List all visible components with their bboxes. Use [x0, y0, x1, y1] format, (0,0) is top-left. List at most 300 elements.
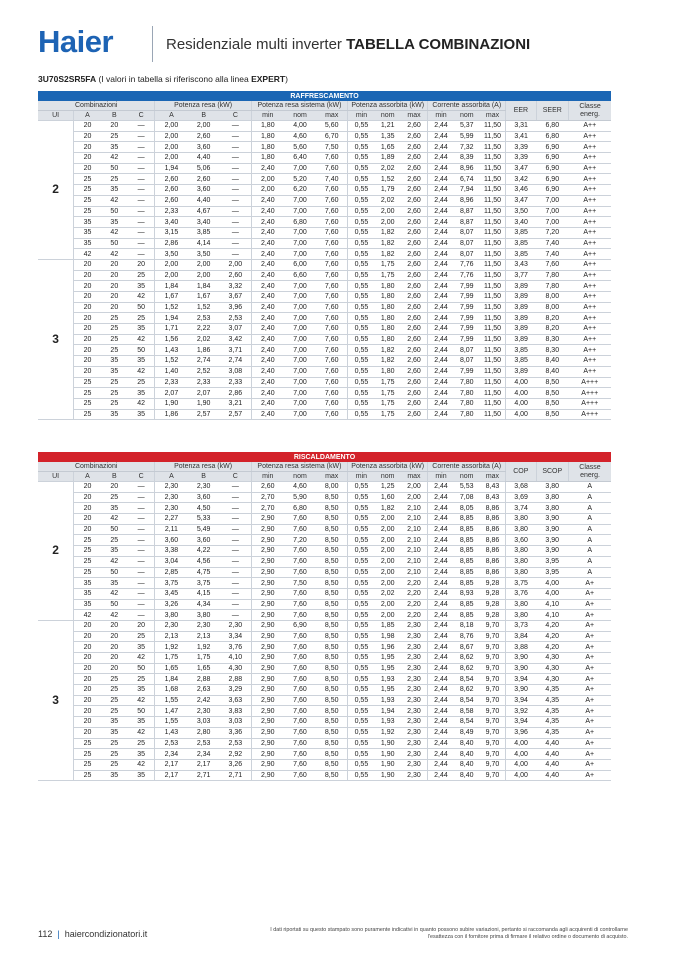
table-cell: 1,52	[375, 174, 401, 185]
table-cell: 2,30	[401, 631, 428, 642]
table-cell: 3,90	[536, 514, 568, 525]
table-cell: A++	[569, 174, 611, 185]
table-cell: 0,55	[348, 749, 375, 760]
table-cell: 2,60	[401, 281, 428, 292]
table-cell: 2,44	[428, 535, 454, 546]
table-cell: 25	[101, 749, 128, 760]
table-cell: 20	[74, 324, 101, 335]
table-cell: 2,44	[428, 227, 454, 238]
table-cell: 9,70	[480, 674, 506, 685]
table-cell: 8,50	[316, 599, 347, 610]
table-cell: 6,80	[536, 121, 568, 132]
table-cell: 2,44	[428, 717, 454, 728]
table-cell: 9,70	[480, 685, 506, 696]
page-title	[166, 36, 530, 54]
table-cell: 2,10	[401, 546, 428, 557]
table-cell: 3,77	[506, 270, 536, 281]
table-cell: 9,28	[480, 578, 506, 589]
table-cell: 7,99	[454, 313, 480, 324]
table-cell: 9,70	[480, 749, 506, 760]
table-cell: 2,40	[251, 259, 283, 270]
table-cell: 3,04	[155, 556, 187, 567]
table-cell: 7,60	[284, 663, 316, 674]
table-cell: 25	[128, 674, 155, 685]
table-cell: 3,85	[187, 227, 219, 238]
table-cell: —	[220, 503, 251, 514]
model-line	[38, 74, 288, 84]
table-cell: 20	[74, 131, 101, 142]
table-cell: 35	[128, 281, 155, 292]
table-cell: A++	[569, 227, 611, 238]
table-cell: 8,00	[536, 302, 568, 313]
table-cell: 2,00	[187, 259, 219, 270]
table-cell: 1,80	[375, 302, 401, 313]
table-cell: 2,00	[155, 142, 187, 153]
table-cell: 50	[101, 524, 128, 535]
table-cell: 20	[128, 620, 155, 631]
table-cell: 8,93	[454, 588, 480, 599]
table-cell: 11,50	[480, 217, 506, 228]
table-cell: —	[128, 514, 155, 525]
table-cell: 6,90	[536, 185, 568, 196]
table-cell: 2,44	[428, 599, 454, 610]
table-cell: 0,55	[348, 588, 375, 599]
table-cell: 20	[74, 153, 101, 164]
table-cell: 20	[74, 492, 101, 503]
table-row	[38, 578, 611, 589]
table-cell: 2,40	[251, 356, 283, 367]
table-cell: 7,80	[536, 270, 568, 281]
table-cell: 7,00	[284, 227, 316, 238]
table-cell: 25	[74, 546, 101, 557]
header-capacity: Potenza resa (kW)	[155, 101, 251, 111]
table-cell: 2,92	[220, 749, 251, 760]
table-cell: 1,68	[155, 685, 187, 696]
table-cell: 2,44	[428, 388, 454, 399]
table-cell: 50	[101, 238, 128, 249]
table-cell: 2,44	[428, 270, 454, 281]
table-cell: 4,00	[536, 588, 568, 599]
table-cell: 1,93	[375, 717, 401, 728]
table-cell: A	[568, 514, 611, 525]
website-link[interactable]: haiercondizionatori.it	[64, 929, 148, 939]
table-cell: 4,00	[506, 759, 536, 770]
indoor-units-count: 3	[38, 259, 74, 419]
table-cell: 3,39	[506, 142, 536, 153]
table-cell: 0,55	[348, 409, 375, 420]
table-cell: 42	[101, 514, 128, 525]
table-cell: 7,60	[536, 259, 568, 270]
table-cell: 7,20	[284, 535, 316, 546]
table-cell: 25	[74, 409, 101, 420]
page-number: 112	[38, 929, 53, 939]
table-cell: 3,94	[506, 695, 536, 706]
table-row	[38, 599, 611, 610]
header-efficiency: COP	[506, 462, 536, 482]
table-cell: A+	[568, 749, 611, 760]
table-cell: 20	[101, 620, 128, 631]
table-cell: 7,60	[316, 206, 347, 217]
table-cell: 0,55	[348, 492, 375, 503]
table-cell: A+++	[569, 409, 611, 420]
table-cell: 2,30	[401, 759, 428, 770]
table-cell: 20	[74, 270, 101, 281]
table-cell: 3,80	[187, 610, 219, 621]
table-cell: 2,30	[155, 492, 187, 503]
table-cell: 35	[128, 685, 155, 696]
table-cell: 3,80	[536, 492, 568, 503]
table-cell: 3,75	[187, 578, 219, 589]
table-cell: 4,40	[536, 759, 568, 770]
table-cell: —	[128, 217, 155, 228]
table-cell: 20	[74, 259, 101, 270]
table-cell: —	[128, 249, 155, 260]
table-cell: 0,55	[348, 482, 375, 493]
table-cell: 8,50	[536, 409, 568, 420]
table-cell: —	[128, 131, 155, 142]
table-cell: 3,76	[220, 642, 251, 653]
table-cell: 3,90	[506, 663, 536, 674]
table-cell: 1,71	[155, 324, 187, 335]
table-cell: 7,99	[454, 324, 480, 335]
table-cell: 8,20	[536, 324, 568, 335]
table-cell: 2,30	[187, 620, 219, 631]
table-row	[38, 706, 611, 717]
table-cell: A++	[569, 366, 611, 377]
table-cell: 7,60	[284, 749, 316, 760]
table-cell: A++	[569, 292, 611, 303]
table-cell: —	[220, 195, 251, 206]
table-cell: 2,53	[187, 738, 219, 749]
table-cell: 7,32	[454, 142, 480, 153]
table-cell: —	[128, 174, 155, 185]
table-cell: 11,50	[480, 345, 506, 356]
table-cell: 2,44	[428, 174, 454, 185]
section-title: RAFFRESCAMENTO	[38, 91, 611, 101]
table-cell: 2,60	[401, 238, 428, 249]
table-cell: A++	[569, 302, 611, 313]
header-unit-b: B	[101, 111, 128, 121]
table-cell: 8,50	[316, 642, 347, 653]
table-row	[38, 121, 611, 132]
table-cell: 1,90	[155, 398, 187, 409]
table-cell: 1,60	[375, 492, 401, 503]
table-cell: 5,99	[454, 131, 480, 142]
table-cell: 25	[74, 388, 101, 399]
table-cell: 2,60	[401, 292, 428, 303]
table-cell: 3,90	[536, 524, 568, 535]
header-unit-c: C	[128, 472, 155, 482]
table-cell: 20	[74, 142, 101, 153]
table-cell: 2,53	[187, 313, 219, 324]
table-cell: 11,50	[480, 238, 506, 249]
table-row	[38, 514, 611, 525]
table-cell: 4,10	[536, 599, 568, 610]
table-cell: 3,69	[506, 492, 536, 503]
table-cell: 25	[128, 738, 155, 749]
table-cell: 2,53	[220, 313, 251, 324]
table-cell: 3,94	[506, 674, 536, 685]
table-cell: 2,40	[251, 238, 283, 249]
table-row	[38, 131, 611, 142]
table-cell: 8,07	[454, 356, 480, 367]
table-cell: 1,75	[375, 270, 401, 281]
model-note: (I valori in tabella si riferiscono alla linea	[96, 74, 252, 84]
table-cell: 6,90	[536, 174, 568, 185]
table-cell: 2,20	[401, 588, 428, 599]
table-cell: —	[220, 142, 251, 153]
table-cell: 5,20	[284, 174, 316, 185]
table-cell: 2,85	[155, 567, 187, 578]
table-cell: 2,10	[401, 503, 428, 514]
table-cell: 8,40	[454, 770, 480, 781]
table-cell: 6,80	[284, 503, 316, 514]
table-cell: 7,00	[284, 238, 316, 249]
table-cell: 2,27	[155, 514, 187, 525]
table-cell: 7,00	[284, 366, 316, 377]
table-cell: 2,90	[251, 631, 283, 642]
table-cell: 7,40	[536, 238, 568, 249]
table-cell: 20	[101, 259, 128, 270]
table-cell: 2,44	[428, 238, 454, 249]
cooling-table	[38, 91, 611, 420]
table-cell: 2,44	[428, 620, 454, 631]
table-cell: A	[568, 503, 611, 514]
table-cell: 4,35	[536, 727, 568, 738]
table-cell: —	[220, 163, 251, 174]
table-cell: 8,50	[316, 749, 347, 760]
table-row	[38, 492, 611, 503]
table-cell: 7,50	[316, 142, 347, 153]
table-cell: 2,44	[428, 578, 454, 589]
table-cell: 35	[74, 578, 101, 589]
table-cell: 20	[74, 292, 101, 303]
table-cell: 6,70	[316, 131, 347, 142]
table-cell: —	[220, 249, 251, 260]
table-cell: A++	[569, 259, 611, 270]
table-cell: 3,83	[220, 706, 251, 717]
table-cell: 0,55	[348, 185, 375, 196]
table-cell: 1,75	[375, 398, 401, 409]
table-cell: 2,33	[155, 206, 187, 217]
table-cell: 20	[74, 685, 101, 696]
table-cell: 2,70	[251, 492, 283, 503]
table-cell: 7,76	[454, 270, 480, 281]
table-cell: 25	[101, 334, 128, 345]
table-cell: 2,44	[428, 524, 454, 535]
table-cell: 0,55	[348, 292, 375, 303]
table-cell: 1,95	[375, 685, 401, 696]
table-cell: 2,60	[401, 366, 428, 377]
table-cell: 1,90	[375, 738, 401, 749]
table-cell: A++	[569, 334, 611, 345]
table-cell: 7,08	[454, 492, 480, 503]
table-cell: 4,35	[536, 695, 568, 706]
table-cell: 2,00	[220, 259, 251, 270]
table-cell: 2,20	[401, 599, 428, 610]
table-cell: 2,44	[428, 398, 454, 409]
table-cell: A++	[569, 142, 611, 153]
table-cell: 3,89	[506, 334, 536, 345]
table-cell: 20	[74, 674, 101, 685]
table-cell: 2,60	[401, 388, 428, 399]
table-cell: 2,60	[401, 131, 428, 142]
table-cell: 1,47	[155, 706, 187, 717]
table-cell: 7,99	[454, 334, 480, 345]
header-system-capacity: Potenza resa sistema (kW)	[251, 101, 347, 111]
table-cell: 3,89	[506, 281, 536, 292]
header-energy-class: Classe energ.	[569, 101, 611, 121]
table-cell: 3,60	[187, 535, 219, 546]
table-row	[38, 642, 611, 653]
table-cell: 35	[128, 356, 155, 367]
table-cell: 35	[74, 217, 101, 228]
table-cell: 7,00	[536, 206, 568, 217]
table-cell: 35	[128, 717, 155, 728]
table-cell: 3,73	[506, 620, 536, 631]
table-cell: 3,39	[506, 153, 536, 164]
table-cell: 42	[74, 610, 101, 621]
table-cell: 2,44	[428, 749, 454, 760]
footer-page	[38, 929, 147, 939]
table-cell: 7,50	[284, 578, 316, 589]
table-cell: 2,60	[401, 356, 428, 367]
table-cell: 0,55	[348, 514, 375, 525]
table-cell: 2,44	[428, 610, 454, 621]
table-cell: A++	[569, 313, 611, 324]
table-cell: 6,20	[284, 185, 316, 196]
table-cell: A++	[569, 185, 611, 196]
table-cell: 2,00	[375, 599, 401, 610]
table-cell: A++	[569, 121, 611, 132]
table-cell: A++	[569, 324, 611, 335]
table-row	[38, 302, 611, 313]
table-cell: 1,80	[375, 281, 401, 292]
table-cell: 7,80	[454, 398, 480, 409]
table-cell: 7,60	[284, 610, 316, 621]
header-cap-b: B	[187, 111, 219, 121]
title-light: Residenziale multi inverter	[166, 36, 347, 53]
table-cell: 2,30	[401, 695, 428, 706]
header-current: Corrente assorbita (A)	[428, 462, 506, 472]
table-cell: 3,80	[506, 546, 536, 557]
table-cell: 20	[74, 717, 101, 728]
table-cell: 11,50	[480, 281, 506, 292]
table-cell: 2,44	[428, 259, 454, 270]
table-cell: 1,94	[155, 313, 187, 324]
table-cell: 2,33	[155, 377, 187, 388]
table-cell: 0,55	[348, 195, 375, 206]
table-row	[38, 313, 611, 324]
header-cap-b: B	[187, 472, 219, 482]
table-cell: 1,52	[155, 356, 187, 367]
table-cell: 0,55	[348, 217, 375, 228]
table-cell: 1,40	[155, 366, 187, 377]
table-row	[38, 398, 611, 409]
table-cell: 50	[128, 663, 155, 674]
table-cell: 8,85	[454, 610, 480, 621]
table-cell: 2,90	[251, 738, 283, 749]
table-cell: 2,00	[375, 567, 401, 578]
table-cell: 25	[74, 556, 101, 567]
table-cell: 3,29	[220, 685, 251, 696]
table-cell: 25	[101, 706, 128, 717]
table-cell: 20	[101, 292, 128, 303]
table-cell: 35	[101, 727, 128, 738]
table-cell: 2,02	[375, 195, 401, 206]
table-cell: 2,44	[428, 685, 454, 696]
table-cell: 2,60	[401, 270, 428, 281]
table-cell: 7,60	[284, 642, 316, 653]
table-cell: 2,30	[401, 642, 428, 653]
table-cell: A++	[569, 238, 611, 249]
table-cell: 11,50	[480, 409, 506, 420]
table-cell: 7,60	[316, 388, 347, 399]
table-cell: 4,00	[506, 749, 536, 760]
table-cell: 2,90	[251, 524, 283, 535]
table-cell: 1,80	[375, 366, 401, 377]
table-cell: 8,85	[454, 546, 480, 557]
table-cell: —	[128, 153, 155, 164]
table-cell: 3,40	[155, 217, 187, 228]
table-cell: 2,90	[251, 514, 283, 525]
table-cell: 3,89	[506, 292, 536, 303]
table-cell: 2,44	[428, 631, 454, 642]
table-cell: 25	[101, 388, 128, 399]
table-cell: 2,07	[155, 388, 187, 399]
table-cell: A+	[568, 706, 611, 717]
table-cell: 7,60	[284, 685, 316, 696]
table-cell: 25	[74, 567, 101, 578]
table-cell: 9,70	[480, 759, 506, 770]
table-cell: 3,80	[155, 610, 187, 621]
table-cell: 2,11	[155, 524, 187, 535]
header-current: Corrente assorbita (A)	[428, 101, 506, 111]
table-cell: 4,40	[536, 770, 568, 781]
table-cell: 2,44	[428, 727, 454, 738]
table-cell: 20	[101, 281, 128, 292]
table-cell: 0,55	[348, 663, 375, 674]
table-cell: 2,90	[251, 685, 283, 696]
header-min: min	[251, 472, 283, 482]
table-cell: 25	[101, 324, 128, 335]
table-cell: 2,00	[375, 610, 401, 621]
table-cell: 7,60	[316, 249, 347, 260]
table-cell: 3,80	[536, 503, 568, 514]
table-cell: 8,86	[480, 535, 506, 546]
table-cell: 2,90	[251, 578, 283, 589]
table-cell: 2,44	[428, 759, 454, 770]
table-cell: 2,40	[251, 206, 283, 217]
table-cell: 2,90	[251, 610, 283, 621]
table-cell: 0,55	[348, 249, 375, 260]
table-cell: 25	[101, 759, 128, 770]
table-cell: 2,30	[401, 706, 428, 717]
table-cell: 7,00	[284, 249, 316, 260]
table-cell: 2,34	[155, 749, 187, 760]
table-cell: 7,00	[284, 313, 316, 324]
table-cell: A	[568, 556, 611, 567]
table-cell: A+	[568, 599, 611, 610]
table-cell: 2,90	[251, 642, 283, 653]
table-cell: 7,60	[316, 259, 347, 270]
table-cell: 2,30	[401, 770, 428, 781]
table-cell: 0,55	[348, 599, 375, 610]
table-row	[38, 324, 611, 335]
table-cell: 0,55	[348, 281, 375, 292]
table-cell: 35	[101, 770, 128, 781]
table-cell: 2,90	[251, 663, 283, 674]
